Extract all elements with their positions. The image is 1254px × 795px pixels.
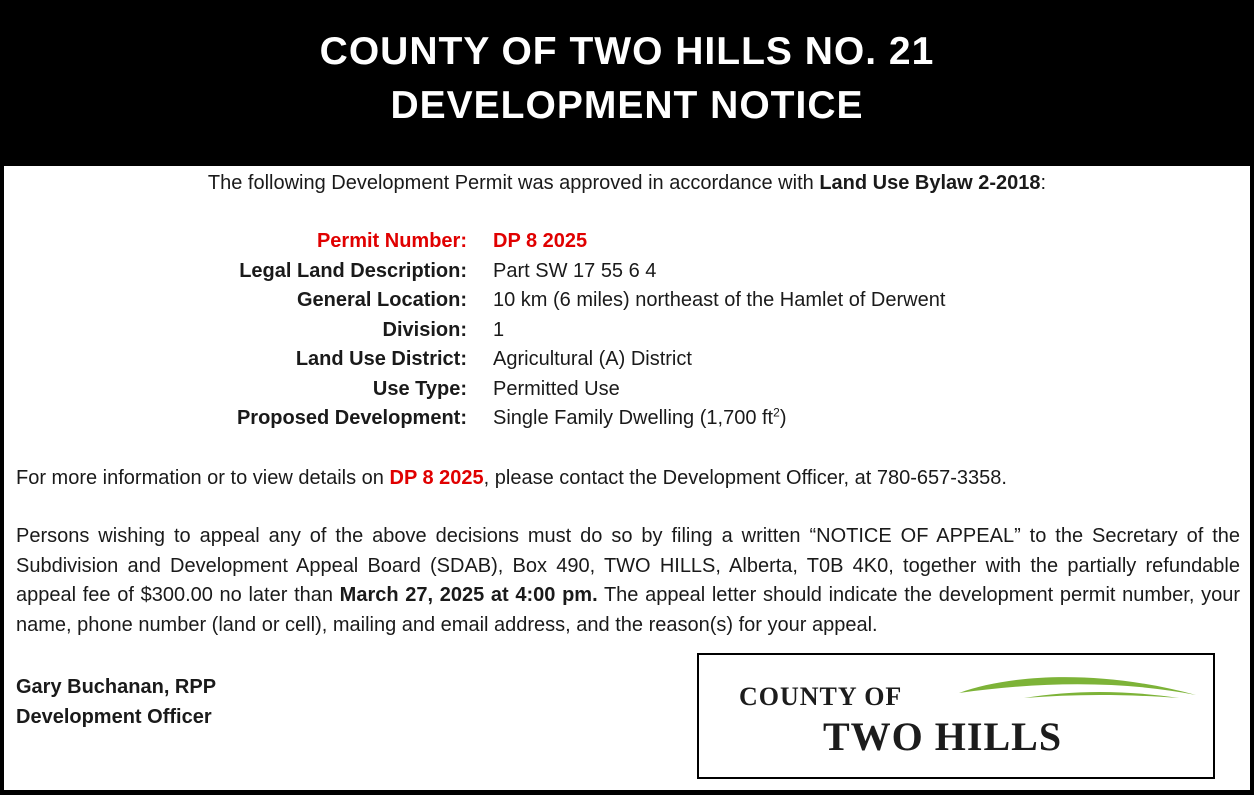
officer-name: Gary Buchanan, RPP [16,676,217,698]
logo-text-county: COUNTY OF [739,682,903,711]
appeal-text-2: The appeal letter should indicate the development permit number, your name, phone number (land or cell), mailing and email address, and the reason(s) for your appeal. [16,584,1240,636]
superscript-two: 2 [773,405,780,420]
contact-suffix: , please contact the Development Officer, at 780-657-3358. [483,467,1007,489]
appeal-deadline: March 27, 2025 at 4:00 pm. [339,584,598,607]
field-label: General Location: [296,289,467,311]
field-label: Land Use District: [295,348,467,370]
field-value: 1 [493,318,505,341]
intro-sentence [0,172,1254,195]
field-row-division [0,319,1254,347]
field-row-proposed-development [0,407,1254,435]
county-logo [697,653,1215,779]
field-label: Legal Land Description: [239,259,467,282]
logo-text-two-hills: TWO HILLS [823,714,1063,759]
field-value [493,407,786,430]
signature-block [16,672,216,732]
intro-suffix: : [1040,172,1047,194]
field-row-general-location [0,289,1254,317]
field-label: Permit Number: [316,230,467,252]
field-row-permit-number [0,230,1254,258]
development-text: Single Family Dwelling (1,700 ft [493,407,774,429]
field-row-use-type [0,378,1254,406]
header-banner [0,0,1254,166]
field-label: Division: [382,318,467,341]
development-close: ) [779,407,787,429]
notice-title: DEVELOPMENT NOTICE [390,84,864,127]
field-value: Permitted Use [493,377,620,400]
notice-county-title: COUNTY OF TWO HILLS NO. 21 [319,30,935,73]
intro-prefix: The following Development Permit was approved in accordance with [207,172,820,194]
field-value: Part SW 17 55 6 4 [493,259,657,282]
permit-number-value: DP 8 2025 [493,230,588,252]
field-label: Proposed Development: [236,407,467,429]
appeal-paragraph [16,522,1240,640]
bylaw-reference: Land Use Bylaw 2-2018 [819,172,1041,194]
field-row-land-use-district [0,348,1254,376]
field-value: Agricultural (A) District [493,348,692,370]
field-label: Use Type: [372,377,467,400]
appeal-text-1: Persons wishing to appeal any of the above decisions must do so by filing a written “NOTICE OF APPEAL” to the Secretary of the Subdivision and Development Appeal Board (SDAB), Box 490, TWO HILLS, Alberta, T0B 4K0, together with the partially refundable appeal fee of $300.00 no later than [16,525,1240,607]
field-value: 10 km (6 miles) northeast of the Hamlet of Derwent [493,289,946,311]
logo-swoosh-icon [954,665,1199,715]
contact-prefix: For more information or to view details on [16,467,390,489]
contact-paragraph [16,464,1240,494]
officer-title: Development Officer [16,706,212,728]
field-row-legal-land [0,260,1254,288]
contact-permit-number: DP 8 2025 [389,467,484,489]
